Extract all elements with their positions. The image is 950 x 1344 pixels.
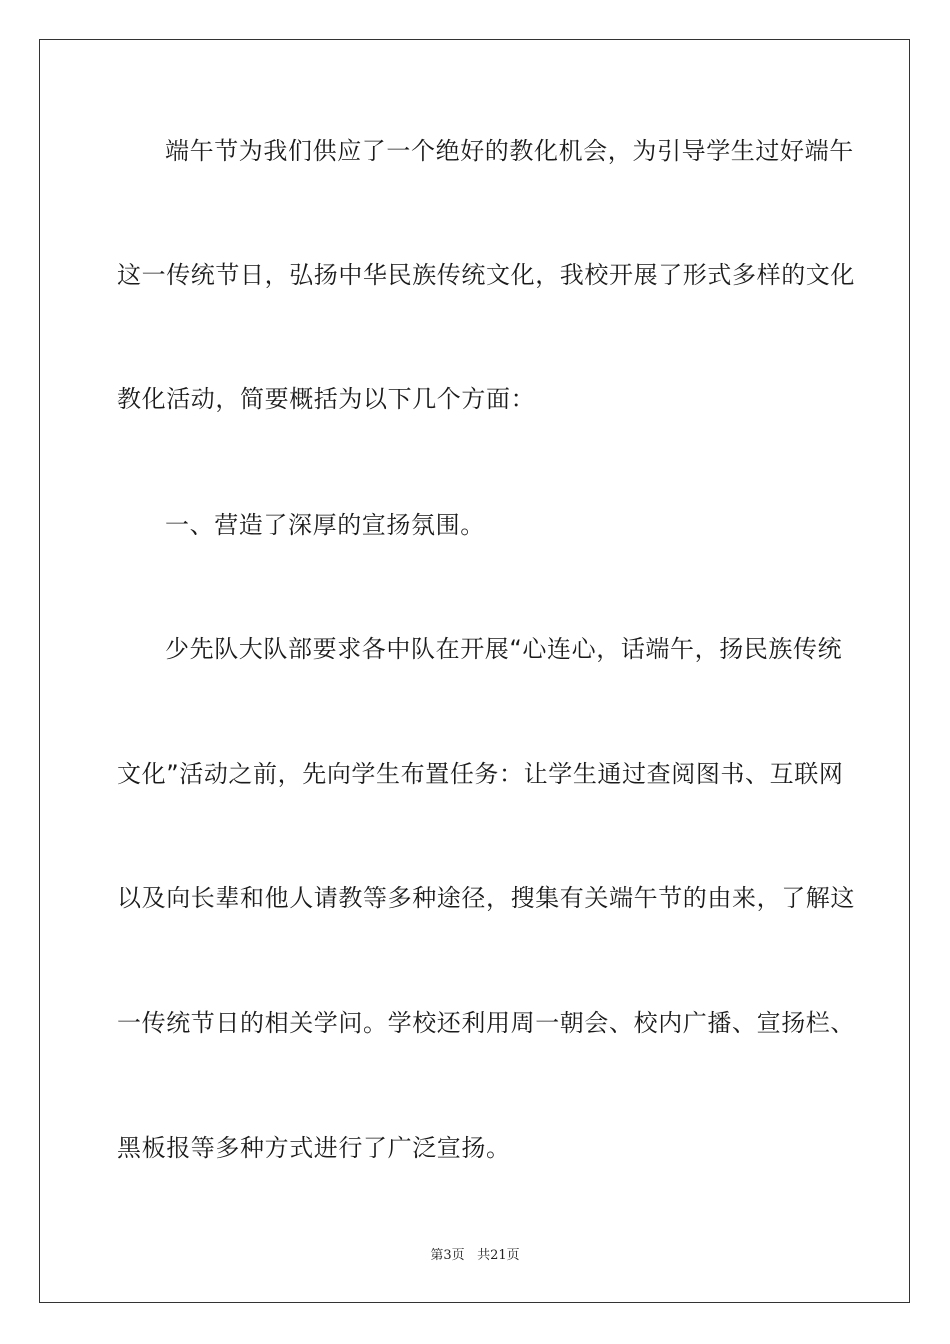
paragraph-1-line-2: 这一传统节日，弘扬中华民族传统文化，我校开展了形式多样的文化 (117, 261, 855, 289)
paragraph-2-line-4: 一传统节日的相关学问。学校还利用周一朝会、校内广播、宣扬栏、 (117, 1009, 855, 1037)
page-total: 共21页 (477, 1248, 520, 1263)
page-number: 第3页 (430, 1248, 465, 1263)
paragraph-2-line-3: 以及向长辈和他人请教等多种途径，搜集有关端午节的由来，了解这 (117, 884, 855, 912)
paragraph-1-line-1: 端午节为我们供应了一个绝好的教化机会，为引导学生过好端午 (165, 137, 854, 165)
paragraph-1-line-3: 教化活动，简要概括为以下几个方面： (117, 385, 536, 413)
paragraph-2-line-5: 黑板报等多种方式进行了广泛宣扬。 (117, 1134, 511, 1162)
page-footer (0, 1247, 950, 1265)
page-border (39, 39, 910, 1303)
paragraph-2-line-1: 少先队大队部要求各中队在开展“心连心，话端午，扬民族传统 (165, 635, 843, 663)
paragraph-2-line-2: 文化”活动之前，先向学生布置任务：让学生通过查阅图书、互联网 (117, 760, 844, 788)
section-heading-1: 一、营造了深厚的宣扬氛围。 (165, 511, 485, 539)
